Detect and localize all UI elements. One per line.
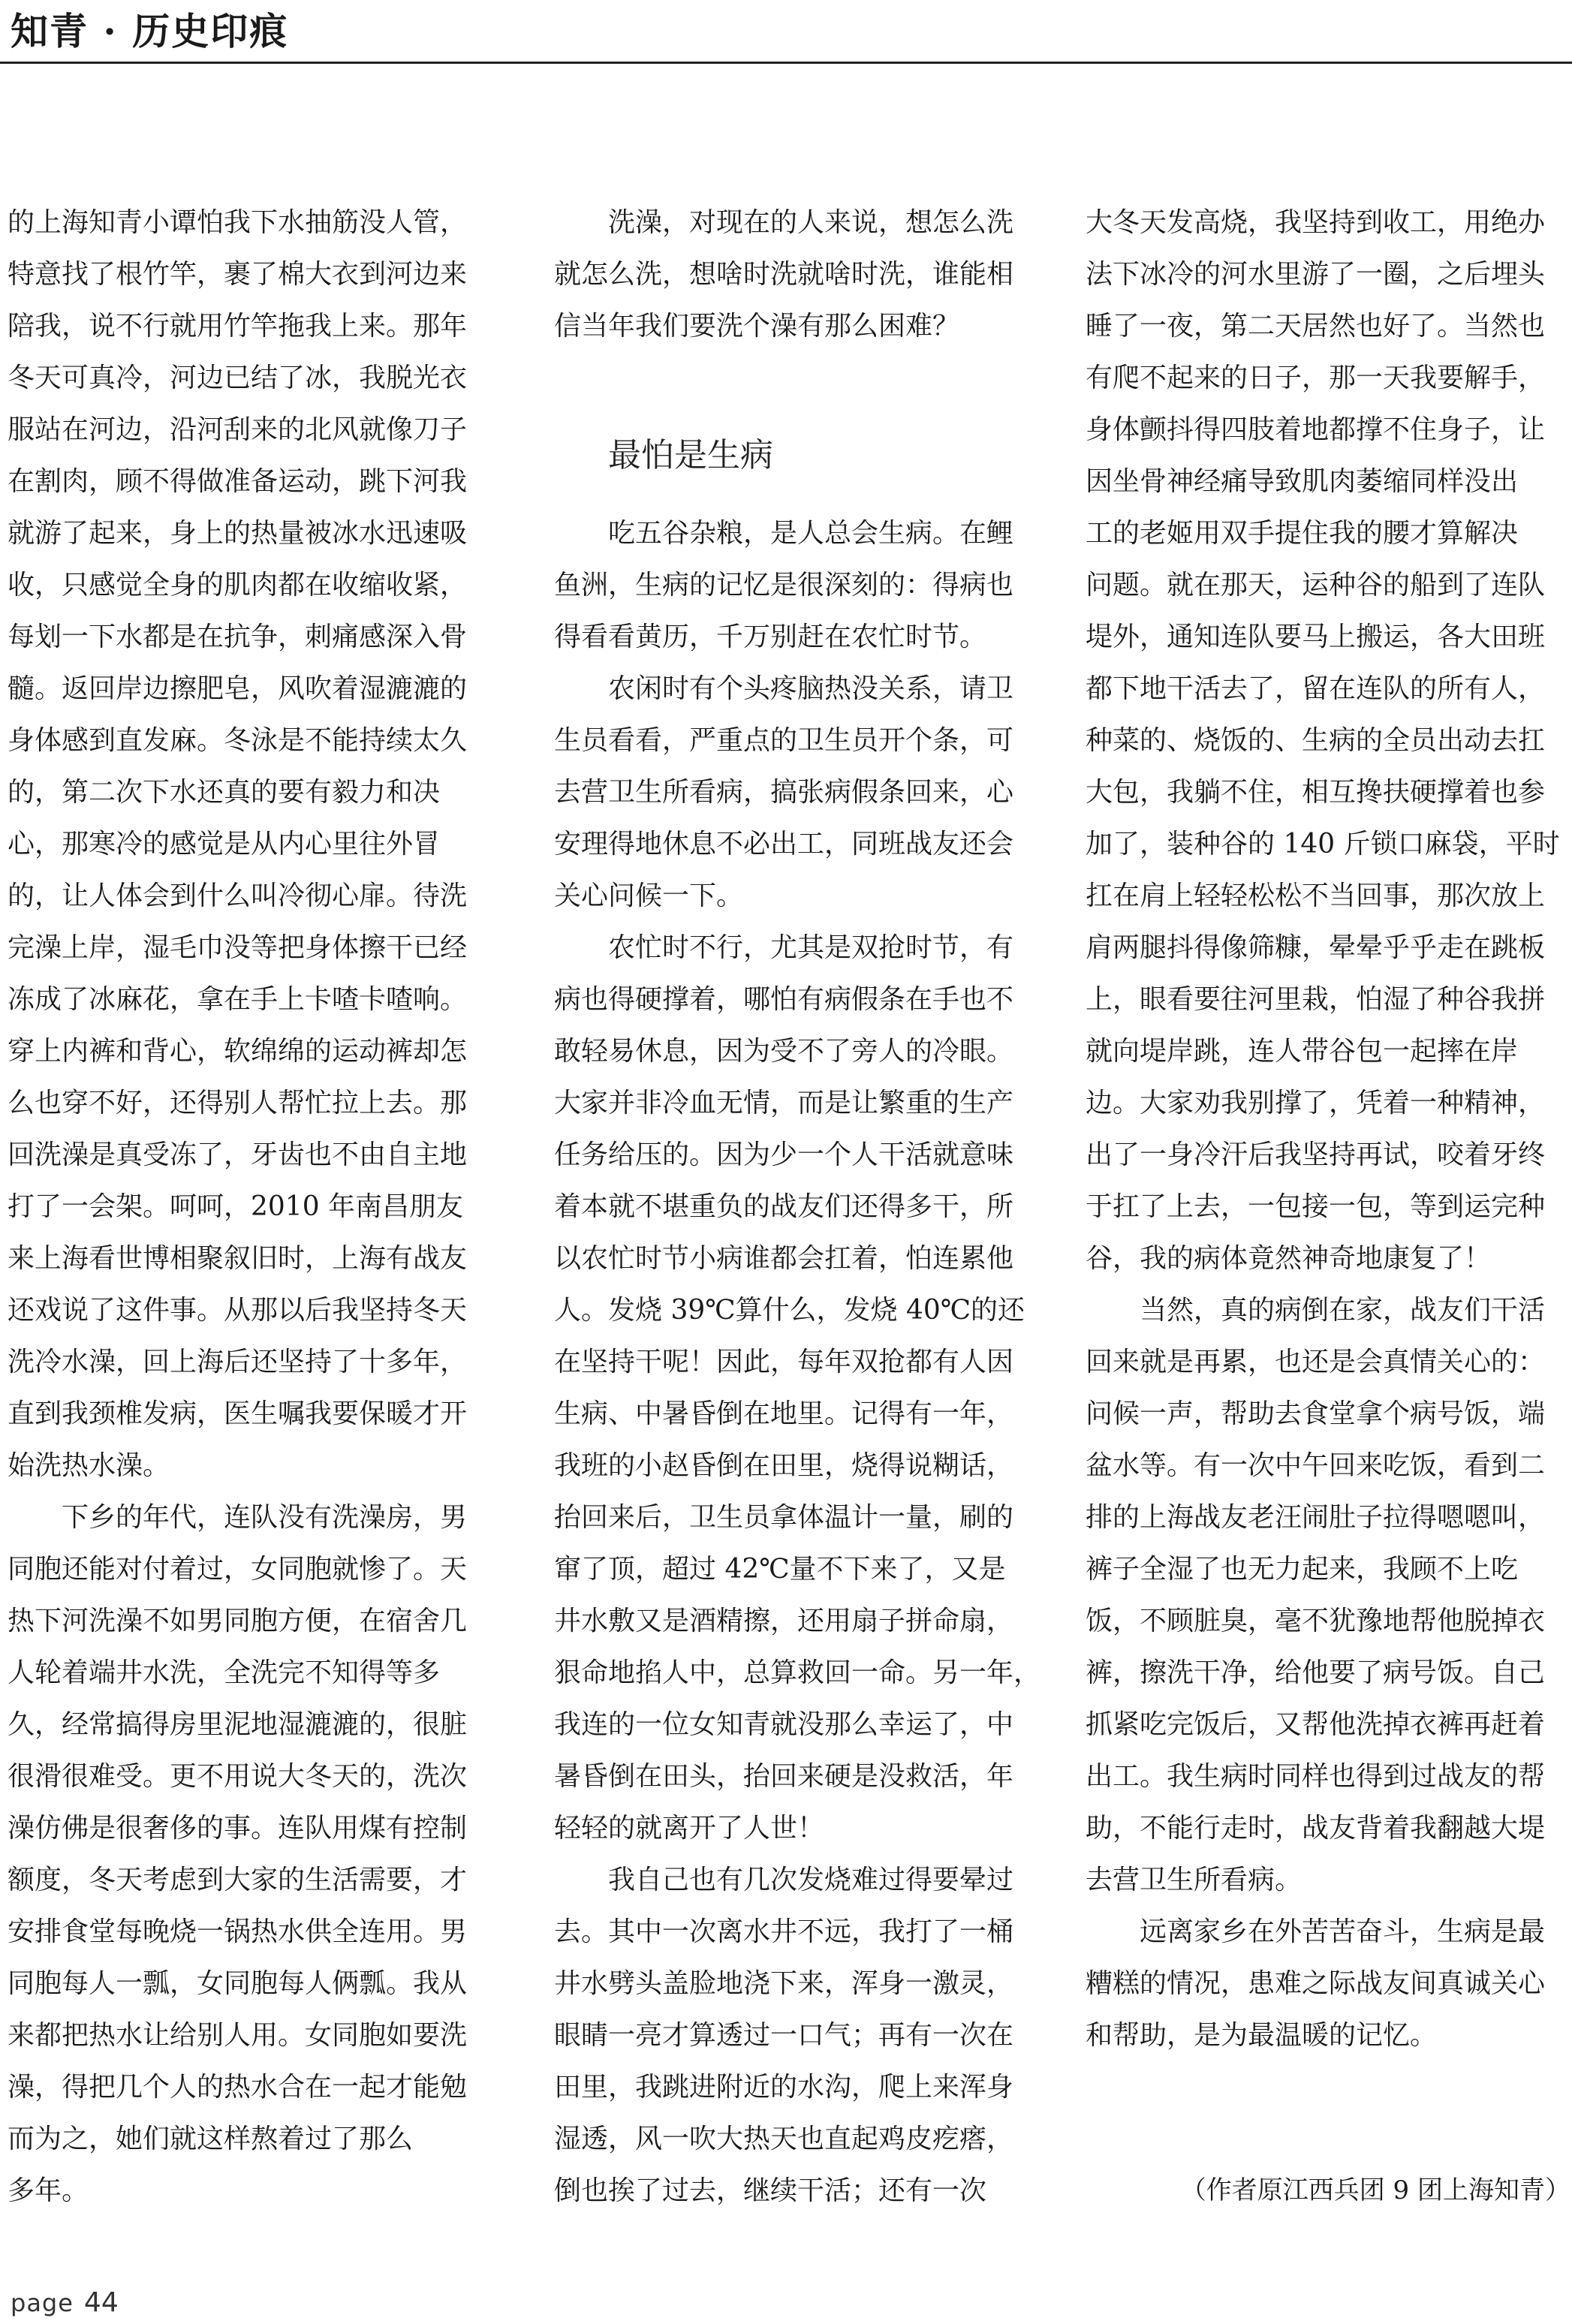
text-line: 田里，我跳进附近的水沟，爬上来浑身 bbox=[554, 2072, 1014, 2103]
text-line: 都下地干活去了，留在连队的所有人， bbox=[1086, 673, 1546, 704]
text-line: 心，那寒冷的感觉是从内心里往外冒 bbox=[8, 829, 441, 859]
text-line: 得看看黄历，千万别赶在农忙时节。 bbox=[554, 622, 987, 652]
text-line: 加了，装种谷的 140 斤锁口麻袋，平时 bbox=[1086, 829, 1560, 859]
text-line: 狠命地掐人中，总算救回一命。另一年， bbox=[554, 1657, 1041, 1688]
page-number: 44 bbox=[83, 2287, 119, 2318]
text-line: 和帮助，是为最温暖的记忆。 bbox=[1086, 2020, 1438, 2051]
text-line: 法下冰冷的河水里游了一圈，之后埋头 bbox=[1086, 259, 1546, 290]
text-line: 冬天可真冷，河边已结了冰，我脱光衣 bbox=[8, 363, 468, 393]
text-line: 吃五谷杂粮，是人总会生病。在鲤 bbox=[608, 518, 1014, 549]
text-line: 同胞每人一瓢，女同胞每人俩瓢。我从 bbox=[8, 1968, 468, 1999]
text-line: 陪我，说不行就用竹竿拖我上来。那年 bbox=[8, 311, 468, 342]
text-line: 生员看看，严重点的卫生员开个条，可 bbox=[554, 725, 1014, 756]
text-line: 始洗热水澡。 bbox=[8, 1450, 170, 1481]
text-line: 出工。我生病时同样也得到过战友的帮 bbox=[1086, 1761, 1546, 1792]
text-line: 就游了起来，身上的热量被冰水迅速吸 bbox=[8, 518, 468, 549]
text-line: 收，只感觉全身的肌肉都在收缩收紧， bbox=[8, 570, 468, 601]
text-line: 睡了一夜，第二天居然也好了。当然也 bbox=[1086, 311, 1546, 342]
text-line: 的，第二次下水还真的要有毅力和决 bbox=[8, 777, 441, 808]
text-line: 热下河洗澡不如男同胞方便，在宿舍几 bbox=[8, 1606, 468, 1636]
text-line: 打了一会架。呵呵，2010 年南昌朋友 bbox=[8, 1191, 464, 1222]
paragraph-gap bbox=[554, 352, 1043, 404]
text-line: 多年。 bbox=[8, 2175, 89, 2206]
header-divider bbox=[0, 62, 1572, 64]
text-column-right bbox=[1086, 197, 1572, 2217]
text-line: 额度，冬天考虑到大家的生活需要，才 bbox=[8, 1865, 468, 1895]
text-line: 大冬天发高烧，我坚持到收工，用绝办 bbox=[1086, 207, 1546, 238]
text-line: 安排食堂每晚烧一锅热水供全连用。男 bbox=[8, 1916, 468, 1947]
text-line: 井水劈头盖脸地浇下来，浑身一激灵， bbox=[554, 1968, 1014, 1999]
page-footer bbox=[11, 2288, 119, 2322]
page-label: page bbox=[11, 2289, 74, 2317]
text-line: 去。其中一次离水井不远，我打了一桶 bbox=[554, 1916, 1014, 1947]
text-line: 湿透，风一吹大热天也直起鸡皮疙瘩， bbox=[554, 2124, 1014, 2154]
text-line: 肩两腿抖得像筛糠，晕晕乎乎走在跳板 bbox=[1086, 932, 1546, 963]
text-line: 而为之，她们就这样熬着过了那么 bbox=[8, 2124, 414, 2154]
text-line: 么也穿不好，还得别人帮忙拉上去。那 bbox=[8, 1088, 468, 1118]
paragraph-gap bbox=[1086, 2061, 1572, 2113]
text-line: 来都把热水让给别人用。女同胞如要洗 bbox=[8, 2020, 468, 2051]
text-line: 还戏说了这件事。从那以后我坚持冬天 bbox=[8, 1295, 468, 1326]
text-line: 裤，擦洗干净，给他要了病号饭。自己 bbox=[1086, 1657, 1546, 1688]
text-line: 农忙时不行，尤其是双抢时节，有 bbox=[608, 932, 1014, 963]
text-line: 身体感到直发麻。冬泳是不能持续太久 bbox=[8, 725, 468, 756]
text-line: 抓紧吃完饭后，又帮他洗掉衣裤再赶着 bbox=[1086, 1709, 1546, 1740]
text-line: 轻轻的就离开了人世！ bbox=[554, 1813, 825, 1844]
text-column-middle bbox=[554, 197, 1043, 2217]
text-line: 的，让人体会到什么叫冷彻心扉。待洗 bbox=[8, 881, 468, 911]
text-line: 倒也挨了过去，继续干活；还有一次 bbox=[554, 2175, 987, 2206]
text-line: 人轮着端井水洗，全洗完不知得等多 bbox=[8, 1657, 441, 1688]
text-line: 农闲时有个头疼脑热没关系，请卫 bbox=[608, 673, 1014, 704]
text-line: 问候一声，帮助去食堂拿个病号饭，端 bbox=[1086, 1398, 1546, 1429]
text-line: 澡仿佛是很奢侈的事。连队用煤有控制 bbox=[8, 1813, 468, 1844]
text-line: 同胞还能对付着过，女同胞就惨了。天 bbox=[8, 1554, 468, 1585]
text-line: 穿上内裤和背心，软绵绵的运动裤却怎 bbox=[8, 1036, 468, 1067]
text-line: 有爬不起来的日子，那一天我要解手， bbox=[1086, 363, 1546, 393]
text-line: 任务给压的。因为少一个人干活就意味 bbox=[554, 1139, 1014, 1170]
text-line: 冻成了冰麻花，拿在手上卡喳卡喳响。 bbox=[8, 984, 468, 1015]
text-line: 抬回来后，卫生员拿体温计一量，刷的 bbox=[554, 1502, 1014, 1533]
text-line: 我连的一位女知青就没那么幸运了，中 bbox=[554, 1709, 1014, 1740]
text-line: 工的老姬用双手提住我的腰才算解决 bbox=[1086, 518, 1519, 549]
text-line: 边。大家劝我别撑了，凭着一种精神， bbox=[1086, 1088, 1546, 1118]
text-line: 以农忙时节小病谁都会扛着，怕连累他 bbox=[554, 1243, 1014, 1274]
text-line: 堤外，通知连队要马上搬运，各大田班 bbox=[1086, 622, 1546, 652]
text-line: 大家并非冷血无情，而是让繁重的生产 bbox=[554, 1088, 1014, 1118]
text-line: 安理得地休息不必出工，同班战友还会 bbox=[554, 829, 1014, 859]
text-line: 着本就不堪重负的战友们还得多干，所 bbox=[554, 1191, 1014, 1222]
text-line: 饭，不顾脏臭，毫不犹豫地帮他脱掉衣 bbox=[1086, 1606, 1546, 1636]
text-line: 人。发烧 39℃算什么，发烧 40℃的还 bbox=[554, 1295, 1025, 1326]
text-line: 扛在肩上轻轻松松不当回事，那次放上 bbox=[1086, 881, 1546, 911]
text-line: 下乡的年代，连队没有洗澡房，男 bbox=[62, 1502, 468, 1533]
text-line: 裤子全湿了也无力起来，我顾不上吃 bbox=[1086, 1554, 1519, 1585]
text-line: 去营卫生所看病。 bbox=[1086, 1865, 1302, 1895]
text-line: 种菜的、烧饭的、生病的全员出动去扛 bbox=[1086, 725, 1546, 756]
text-line: 大包，我躺不住，相互搀扶硬撑着也参 bbox=[1086, 777, 1546, 808]
text-line: 回来就是再累，也还是会真情关心的： bbox=[1086, 1347, 1546, 1377]
text-line: 出了一身冷汗后我坚持再试，咬着牙终 bbox=[1086, 1139, 1546, 1170]
text-line: 敢轻易休息，因为受不了旁人的冷眼。 bbox=[554, 1036, 1014, 1067]
text-line: 暑昏倒在田头，抬回来硬是没救活，年 bbox=[554, 1761, 1014, 1792]
text-line: 身体颤抖得四肢着地都撑不住身子，让 bbox=[1086, 414, 1546, 445]
author-credit: （作者原江西兵团 9 团上海知青） bbox=[1180, 2175, 1570, 2205]
text-line: 鱼洲，生病的记忆是很深刻的：得病也 bbox=[554, 570, 1014, 601]
text-line: 病也得硬撑着，哪怕有病假条在手也不 bbox=[554, 984, 1014, 1015]
text-line: 洗澡，对现在的人来说，想怎么洗 bbox=[608, 207, 1014, 238]
text-column-left bbox=[8, 197, 497, 2217]
text-line: 就向堤岸跳，连人带谷包一起摔在岸 bbox=[1086, 1036, 1519, 1067]
text-line: 上，眼看要往河里栽，怕湿了种谷我拼 bbox=[1086, 984, 1546, 1015]
text-line: 髓。返回岸边擦肥皂，风吹着湿漉漉的 bbox=[8, 673, 468, 704]
paragraph-gap bbox=[1086, 2113, 1572, 2165]
text-line: 每划一下水都是在抗争，刺痛感深入骨 bbox=[8, 622, 468, 652]
text-line: 生病、中暑昏倒在地里。记得有一年， bbox=[554, 1398, 1014, 1429]
text-line: 就怎么洗，想啥时洗就啥时洗，谁能相 bbox=[554, 259, 1014, 290]
text-line: 澡，得把几个人的热水合在一起才能勉 bbox=[8, 2072, 468, 2103]
text-line: 服站在河边，沿河刮来的北风就像刀子 bbox=[8, 414, 468, 445]
text-line: 排的上海战友老汪闹肚子拉得嗯嗯叫， bbox=[1086, 1502, 1546, 1533]
text-line: 的上海知青小谭怕我下水抽筋没人管， bbox=[8, 207, 468, 238]
text-line: 糟糕的情况，患难之际战友间真诚关心 bbox=[1086, 1968, 1546, 1999]
text-line: 谷，我的病体竟然神奇地康复了！ bbox=[1086, 1243, 1492, 1274]
section-header: 知青 · 历史印痕 bbox=[11, 9, 289, 53]
text-line: 直到我颈椎发病，医生嘱我要保暖才开 bbox=[8, 1398, 468, 1429]
text-line: 远离家乡在外苦苦奋斗，生病是最 bbox=[1140, 1916, 1546, 1947]
text-line: 信当年我们要洗个澡有那么困难？ bbox=[554, 311, 960, 342]
text-line: 眼睛一亮才算透过一口气；再有一次在 bbox=[554, 2020, 1014, 2051]
text-line: 久，经常搞得房里泥地湿漉漉的，很脏 bbox=[8, 1709, 468, 1740]
text-line: 我班的小赵昏倒在田里，烧得说糊话， bbox=[554, 1450, 1014, 1481]
text-line: 我自己也有几次发烧难过得要晕过 bbox=[608, 1865, 1014, 1895]
text-line: 回洗澡是真受冻了，牙齿也不由自主地 bbox=[8, 1139, 468, 1170]
text-line: 问题。就在那天，运种谷的船到了连队 bbox=[1086, 570, 1546, 601]
text-line: 因坐骨神经痛导致肌肉萎缩同样没出 bbox=[1086, 466, 1519, 497]
text-line: 井水敷又是酒精擦，还用扇子拼命扇， bbox=[554, 1606, 1014, 1636]
text-line: 在割肉，顾不得做准备运动，跳下河我 bbox=[8, 466, 468, 497]
text-line: 很滑很难受。更不用说大冬天的，洗次 bbox=[8, 1761, 468, 1792]
text-line: 助，不能行走时，战友背着我翻越大堤 bbox=[1086, 1813, 1546, 1844]
text-line: 特意找了根竹竿，裹了棉大衣到河边来 bbox=[8, 259, 468, 290]
text-line: 完澡上岸，湿毛巾没等把身体擦干已经 bbox=[8, 932, 468, 963]
text-line: 当然，真的病倒在家，战友们干活 bbox=[1140, 1295, 1546, 1326]
text-line: 关心问候一下。 bbox=[554, 881, 744, 911]
text-line: 窜了顶，超过 42℃量不下来了，又是 bbox=[554, 1554, 1006, 1585]
text-line: 在坚持干呢！因此，每年双抢都有人因 bbox=[554, 1347, 1014, 1377]
section-heading: 最怕是生病 bbox=[608, 436, 773, 474]
text-line: 洗冷水澡，回上海后还坚持了十多年， bbox=[8, 1347, 468, 1377]
text-line: 于扛了上去，一包接一包，等到运完种 bbox=[1086, 1191, 1546, 1222]
text-line: 盆水等。有一次中午回来吃饭，看到二 bbox=[1086, 1450, 1546, 1481]
text-line: 去营卫生所看病，搞张病假条回来，心 bbox=[554, 777, 1014, 808]
text-line: 来上海看世博相聚叙旧时，上海有战友 bbox=[8, 1243, 468, 1274]
